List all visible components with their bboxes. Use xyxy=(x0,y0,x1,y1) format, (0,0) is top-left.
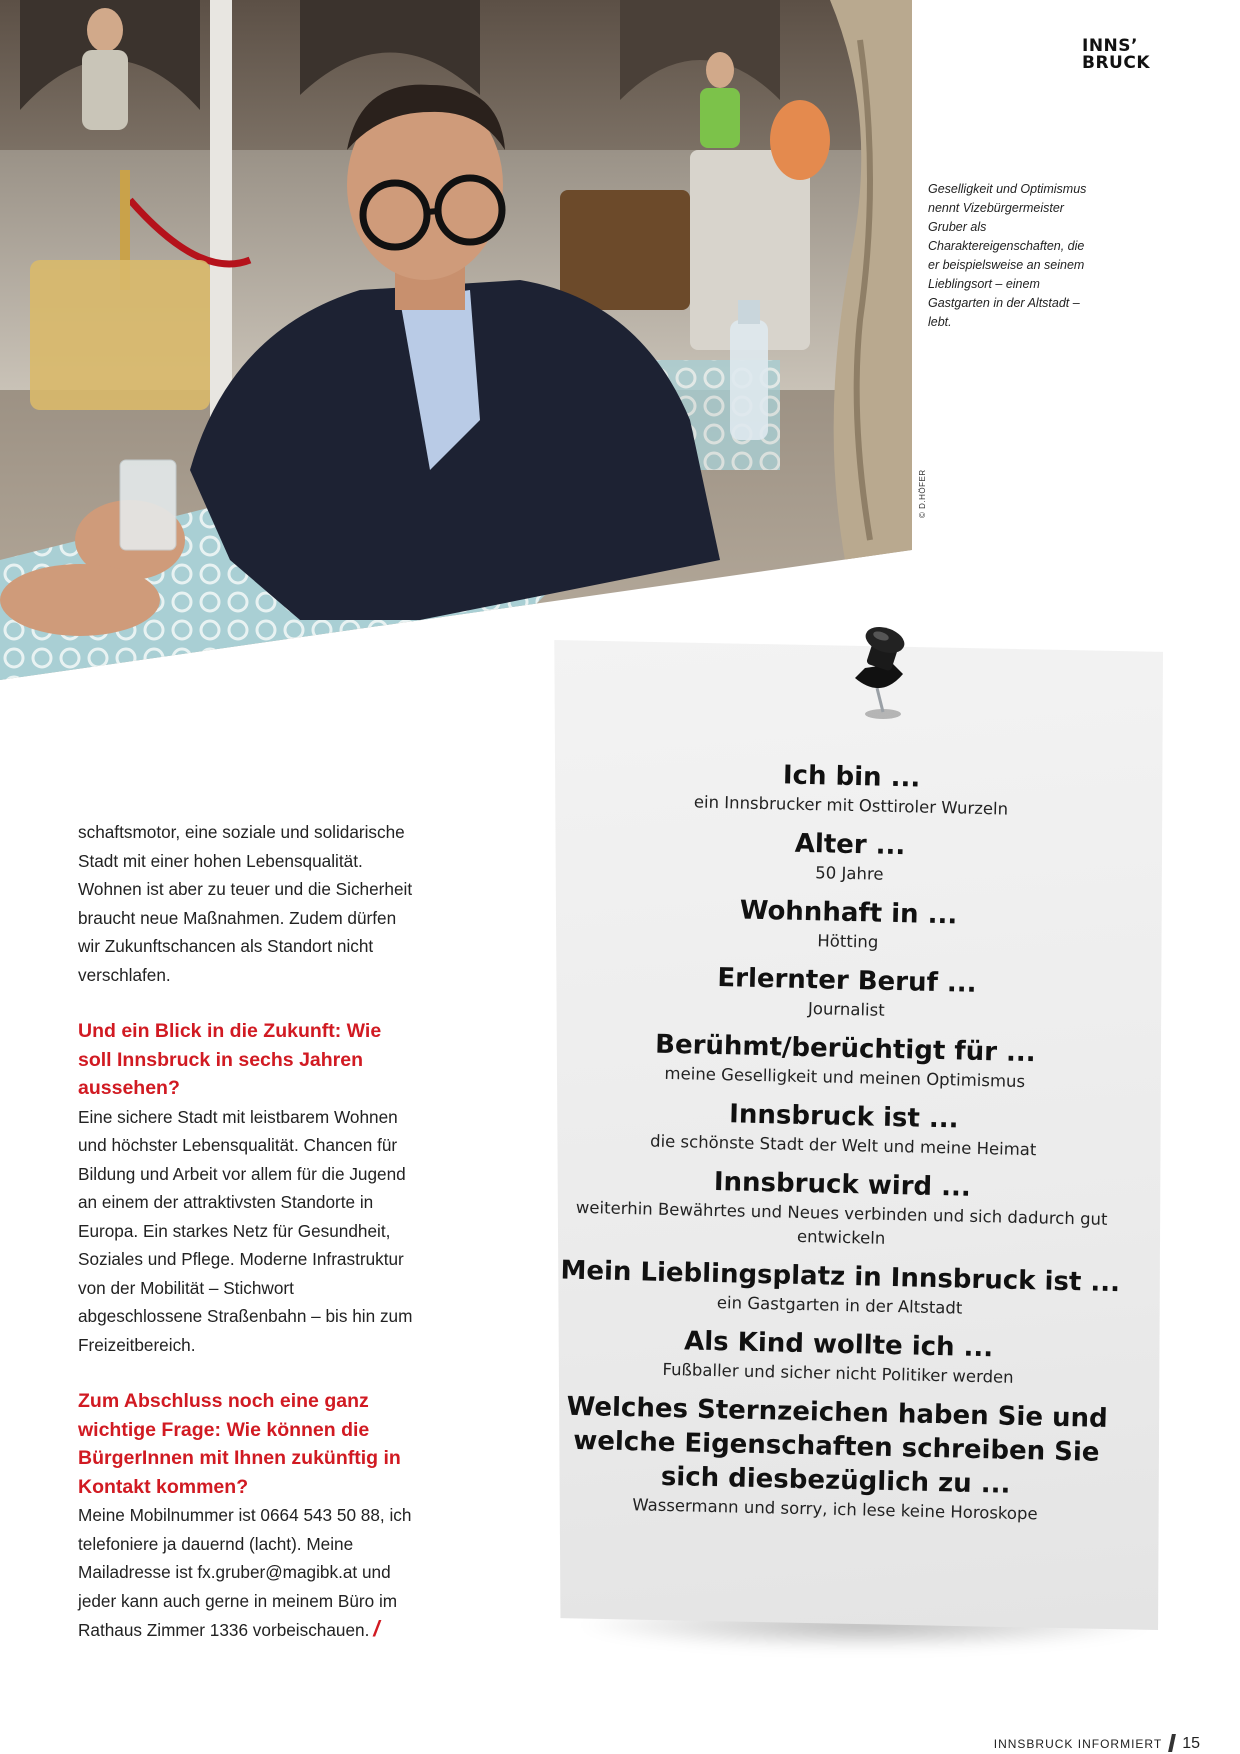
profile-item xyxy=(550,1025,1141,1096)
page-footer xyxy=(900,1734,1200,1753)
publication-name: INNSBRUCK INFORMIERT xyxy=(993,1737,1163,1751)
photo-scene xyxy=(0,0,912,680)
article-column xyxy=(78,818,416,1645)
profile-answer: 50 Jahre xyxy=(815,863,884,884)
interview-question: Zum Abschluss noch eine ganz wichtige Frage: Wie können die BürgerInnen mit Ihnen zukünftig in Kontakt kommen? xyxy=(78,1390,401,1498)
profile-answer: die schönste Stadt der Welt und meine Heimat xyxy=(649,1131,1037,1160)
interview-answer: Eine sichere Stadt mit leistbarem Wohnen und höchster Lebensqualität. Chancen für Bildung und Arbeit vor allem für die Jugend an einem der attraktivsten Standorte in Europa. Ein starkes Netz für Gesundheit, Soziales und Pflege. Moderne Infrastruktur von der Mobilität – Stichwort abgeschlossene Straßenbahn – bis hin zum Freizeitbereich. xyxy=(78,1106,413,1355)
profile-question: Wohnhaft in ... xyxy=(739,895,958,931)
profile-question: Erlernter Beruf ... xyxy=(717,963,977,999)
profile-answer: Journalist xyxy=(807,999,885,1020)
photo-credit: © D.HÖFER xyxy=(918,469,927,518)
logo-line-2: BRUCK xyxy=(1082,53,1151,73)
magazine-logo xyxy=(1082,38,1162,72)
profile-item xyxy=(543,1321,1134,1392)
profile-answer: Hötting xyxy=(817,931,879,952)
caption-text: Geselligkeit und Optimismus nennt Vizebürgermeister Gruber als Charaktereigenschaften, die er beispielsweise an seinem Lieblingsort – einem Gastgarten in der Altstadt – lebt. xyxy=(928,182,1087,329)
profile-list xyxy=(540,753,1147,1538)
profile-item xyxy=(544,1253,1135,1324)
cover-photo xyxy=(0,0,912,680)
profile-item xyxy=(540,1389,1133,1528)
profile-item xyxy=(556,753,1147,824)
pushpin-icon xyxy=(823,616,933,726)
profile-item xyxy=(546,1161,1138,1256)
profile-question: Ich bin ... xyxy=(782,760,921,794)
profile-answer: ein Gastgarten in der Altstadt xyxy=(716,1293,963,1318)
interview-question: Und ein Blick in die Zukunft: Wie soll Innsbruck in sechs Jahren aussehen? xyxy=(78,1020,382,1099)
profile-answer: ein Innsbrucker mit Osttiroler Wurzeln xyxy=(693,792,1009,819)
footer-divider xyxy=(1168,1734,1176,1752)
page-number: 15 xyxy=(1182,1735,1200,1752)
profile-item xyxy=(553,889,1144,960)
profile-question: Innsbruck wird ... xyxy=(713,1166,972,1203)
profile-item xyxy=(554,821,1145,892)
profile-question: Welches Sternzeichen haben Sie und welche Eigenschaften schreiben Sie sich diesbezüglich zu ... xyxy=(566,1391,1109,1500)
profile-answer: weiterhin Bewährtes und Neues verbinden und sich dadurch gut entwickeln xyxy=(575,1197,1108,1248)
profile-question: Alter ... xyxy=(794,828,906,862)
profile-answer: meine Geselligkeit und meinen Optimismus xyxy=(664,1063,1026,1092)
photo-caption xyxy=(928,180,1088,332)
interview-answer xyxy=(78,1501,416,1645)
logo-line-1: INNS’ xyxy=(1082,36,1138,56)
profile-note xyxy=(545,640,1163,1640)
profile-question: Innsbruck ist ... xyxy=(728,1099,959,1135)
profile-question: Als Kind wollte ich ... xyxy=(683,1326,994,1364)
profile-answer: Wassermann und sorry, ich lese keine Horoskope xyxy=(632,1495,1038,1524)
article-paragraph: schaftsmotor, eine soziale und solidarische Stadt mit einer hohen Lebensqualität. Wohnen ist aber zu teuer und die Sicherheit braucht neue Maßnahmen. Zudem dürfen wir Zukunftschancen als Standort nicht verschlafen. xyxy=(78,822,413,985)
profile-question: Mein Lieblingsplatz in Innsbruck ist ... xyxy=(560,1255,1121,1299)
profile-question: Berühmt/berüchtigt für ... xyxy=(654,1029,1037,1069)
answer-text: Meine Mobilnummer ist 0664 543 50 88, ich telefoniere ja dauernd (lacht). Meine Mailadresse ist fx.gruber@magibk.at und jeder kann auch gerne in meinem Büro im Rathaus Zimmer 1336 vorbeischauen. xyxy=(78,1505,412,1640)
profile-item xyxy=(551,957,1142,1028)
profile-answer: Fußballer und sicher nicht Politiker werden xyxy=(662,1359,1014,1387)
end-mark: / xyxy=(373,1616,380,1641)
profile-item xyxy=(548,1093,1139,1164)
